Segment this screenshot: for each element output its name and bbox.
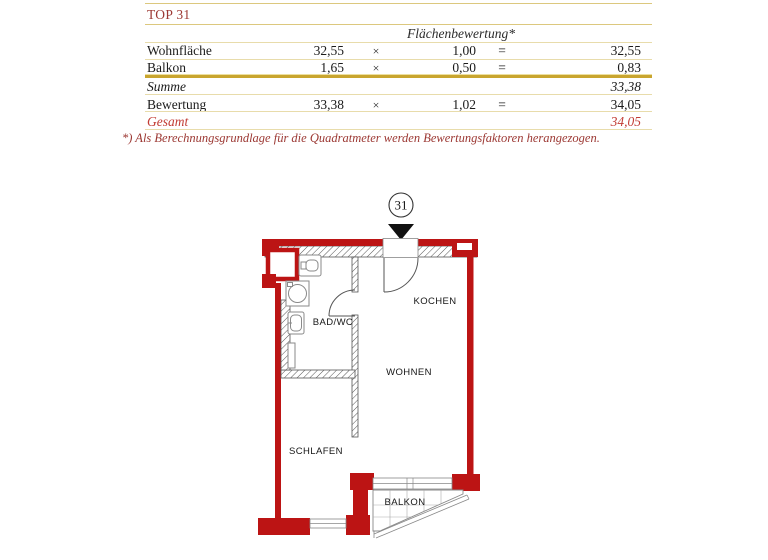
- entrance-arrow-icon: [388, 224, 414, 240]
- table-rule-bottom: [145, 129, 652, 130]
- wall-bottom-left: [258, 518, 310, 535]
- row-multiply-sign: ×: [372, 61, 380, 75]
- row-area: 1,65: [320, 60, 344, 75]
- row-result: 34,05: [610, 96, 641, 112]
- row-factor: 1,02: [452, 96, 476, 112]
- floor-plan: [240, 180, 520, 545]
- row-result: 33,38: [610, 79, 641, 94]
- washbasin-icon: [288, 312, 304, 334]
- table-row: [145, 60, 652, 76]
- row-factor: 0,50: [452, 60, 476, 75]
- bedroom-window: [310, 519, 346, 528]
- table-column-header: Flächenbewertung*: [407, 26, 515, 41]
- row-equals-sign: =: [498, 43, 506, 58]
- table-rule: [145, 111, 652, 112]
- row-multiply-sign: ×: [372, 44, 380, 58]
- radiator-icon: [288, 343, 295, 368]
- label-bedroom: SCHLAFEN: [289, 446, 343, 457]
- unit-number: 31: [394, 197, 408, 213]
- washing-machine-icon: [286, 281, 309, 306]
- balcony-door: [373, 478, 452, 489]
- table-rule-top: [145, 3, 652, 4]
- row-result: 34,05: [610, 113, 641, 129]
- bath-door-swing: [329, 290, 355, 316]
- row-result: 0,83: [617, 60, 641, 75]
- unit-marker: [388, 193, 414, 240]
- wall-right: [467, 255, 474, 475]
- row-equals-sign: =: [498, 96, 506, 112]
- row-label: Gesamt: [147, 113, 189, 129]
- table-rule: [145, 94, 652, 95]
- table-rule-thick: [145, 75, 652, 78]
- table-rule: [145, 24, 652, 25]
- label-kitchen: KOCHEN: [413, 296, 457, 307]
- row-area: 33,38: [313, 96, 344, 112]
- wall-bath-right-upper: [352, 257, 358, 292]
- row-label: Bewertung: [147, 96, 207, 112]
- label-living-room: WOHNEN: [386, 367, 432, 378]
- toilet-icon: [299, 255, 321, 276]
- area-calculation-table: [122, 0, 652, 150]
- wall-left: [275, 283, 281, 518]
- entrance-door-opening: [383, 239, 418, 258]
- row-label: Wohnfläche: [147, 43, 212, 58]
- row-result: 32,55: [610, 43, 641, 58]
- row-multiply-sign: ×: [372, 97, 380, 112]
- table-row: [145, 43, 652, 59]
- balcony-pillar-left: [346, 473, 374, 535]
- table-row-summe: [145, 79, 652, 95]
- row-factor: 1,00: [452, 43, 476, 58]
- wall-bath-bottom: [281, 370, 355, 378]
- table-title: TOP 31: [147, 7, 191, 22]
- label-bathroom: BAD/WC: [312, 317, 354, 328]
- row-label: Summe: [147, 79, 186, 94]
- label-balcony: BALKON: [384, 497, 426, 508]
- table-footnote: *) Als Berechnungsgrundlage für die Quadratmeter werden Bewertungsfaktoren herangezogen.: [122, 131, 600, 145]
- table-row-gesamt: [145, 114, 652, 130]
- entrance-door-swing: [384, 258, 418, 292]
- row-label: Balkon: [147, 60, 186, 75]
- pillar-bottom-right: [452, 474, 480, 491]
- row-equals-sign: =: [498, 60, 506, 75]
- row-area: 32,55: [313, 43, 344, 58]
